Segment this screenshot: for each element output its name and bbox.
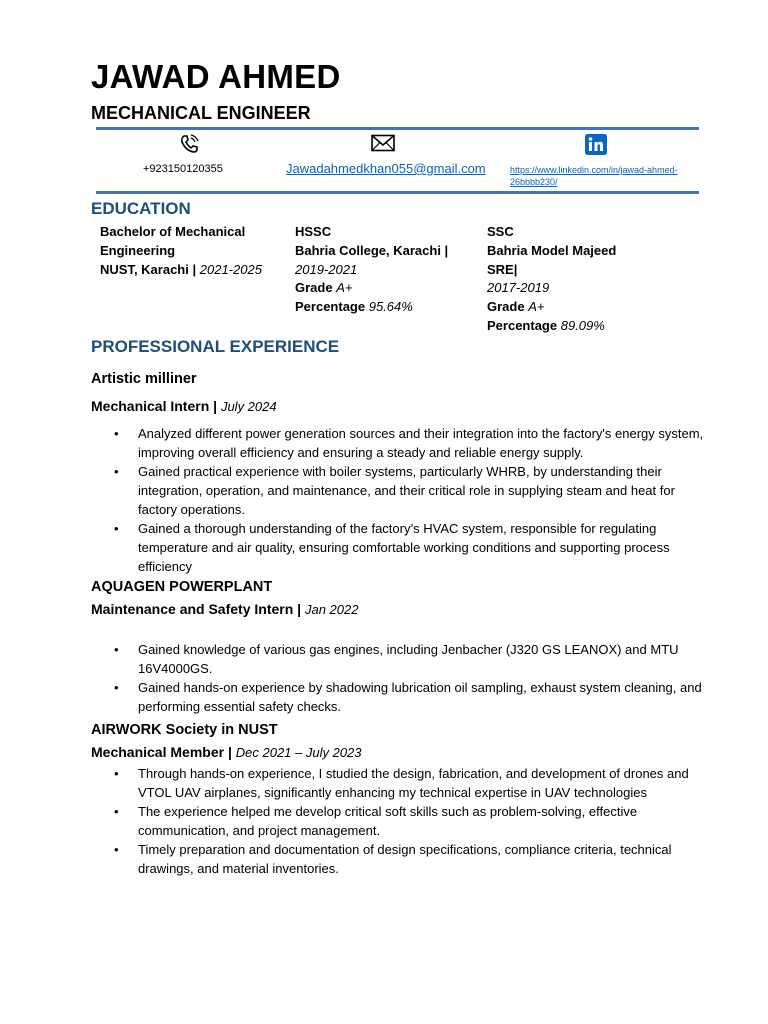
bullet-text: Gained a thorough understanding of the factory’s HVAC system, responsible for regulating temperature and air quality, ensuring comfortable working conditions and supporting process efficiency — [138, 521, 670, 574]
job-2-date: Jan 2022 — [304, 602, 359, 617]
hssc-grade-row — [295, 279, 480, 298]
candidate-name: JAWAD AHMED — [91, 58, 341, 95]
list-item: • Gained practical experience with boiler systems, particularly WHRB, by understanding their integration, operation, and maintenance, and their critical role in supplying steam and heat for factory operations. — [114, 464, 675, 517]
bullet-text: Analyzed different power generation sources and their integration into the factory's energy system, improving overall efficiency and ensuring a steady and reliable energy supply. — [138, 426, 704, 460]
contact-divider — [96, 191, 699, 194]
ssc-grade-label: Grade — [487, 299, 525, 315]
job-3-bullets — [114, 764, 714, 878]
list-item: • Analyzed different power generation sources and their integration into the factory's energy system, improving overall efficiency and ensuring a steady and reliable energy supply. — [114, 426, 704, 460]
degree-name-line-1: Bachelor of Mechanical — [100, 224, 246, 239]
list-item: • Timely preparation and documentation of design specifications, compliance criteria, technical drawings, and material inventories. — [114, 842, 672, 876]
ssc-years: 2017-2019 — [487, 280, 550, 296]
education-heading: EDUCATION — [91, 199, 191, 218]
envelope-icon — [371, 134, 395, 152]
list-item: • Gained hands-on experience by shadowing lubrication oil sampling, exhaust system cleaning, and performing essential safety checks. — [114, 680, 702, 714]
ssc-percentage-label: Percentage — [487, 317, 558, 333]
hssc-percentage: 95.64% — [368, 299, 413, 315]
ssc-percentage: 89.09% — [560, 317, 605, 333]
degree-name-line-2: Engineering — [100, 242, 176, 258]
job-1-organization: Artistic milliner — [91, 371, 197, 387]
degree-years: 2021-2025 — [199, 261, 262, 277]
email-link[interactable]: Jawadahmedkhan055@gmail.com — [286, 161, 486, 176]
top-divider — [96, 127, 699, 130]
job-1-role: Mechanical Intern | — [91, 398, 218, 414]
bullet-text: Through hands-on experience, I studied the design, fabrication, and development of drones and VTOL UAV airplanes, significantly enhancing my technical expertise in UAV technologies — [138, 766, 689, 800]
job-1-bullets — [114, 424, 714, 576]
linkedin-url-line-1[interactable]: https://www.linkedin.com/in/jawad-ahmed- — [510, 165, 678, 175]
ssc-grade: A+ — [528, 299, 545, 315]
ssc-institute-line-2: SRE| — [487, 261, 518, 277]
job-2-role: Maintenance and Safety Intern | — [91, 601, 302, 617]
experience-heading: PROFESSIONAL EXPERIENCE — [91, 337, 340, 356]
hssc-level: HSSC — [295, 224, 332, 239]
job-1-date: July 2024 — [220, 399, 277, 414]
ssc-institute-line-1: Bahria Model Majeed — [487, 242, 617, 258]
bullet-text: The experience helped me develop critical soft skills such as problem-solving, effective communication, and project management. — [138, 804, 638, 838]
education-hssc — [295, 223, 480, 317]
linkedin-url-line-2[interactable]: 26bbbb230/ — [510, 177, 558, 187]
job-3-role-row — [91, 744, 362, 760]
linkedin-icon[interactable] — [585, 134, 607, 155]
hssc-institute: Bahria College, Karachi | — [295, 242, 449, 258]
ssc-percentage-row — [487, 317, 687, 336]
job-title: MECHANICAL ENGINEER — [91, 103, 311, 123]
education-degree — [100, 223, 285, 279]
hssc-grade-label: Grade — [295, 280, 333, 296]
job-2-bullets — [114, 640, 714, 716]
bullet-text: Gained practical experience with boiler systems, particularly WHRB, by understanding their integration, operation, and maintenance, and their critical role in supplying steam and heat for factory operations. — [138, 464, 675, 517]
bullet-text: Gained knowledge of various gas engines, including Jenbacher (J320 GS LEANOX) and MTU 16V4000GS. — [138, 642, 679, 676]
job-2-organization: AQUAGEN POWERPLANT — [91, 579, 273, 595]
ssc-level: SSC — [487, 224, 514, 239]
list-item: • Gained knowledge of various gas engines, including Jenbacher (J320 GS LEANOX) and MTU 16V4000GS. — [114, 642, 679, 676]
phone-icon — [178, 133, 200, 155]
bullet-text: Timely preparation and documentation of design specifications, compliance criteria, technical drawings, and material inventories. — [138, 842, 672, 876]
education-ssc — [487, 223, 687, 336]
hssc-percentage-label: Percentage — [295, 299, 366, 315]
ssc-grade-row — [487, 298, 687, 317]
list-item: • Gained a thorough understanding of the factory’s HVAC system, responsible for regulating temperature and air quality, ensuring comfortable working conditions and supporting process efficiency — [114, 521, 670, 574]
bullet-text: Gained hands-on experience by shadowing lubrication oil sampling, exhaust system cleaning, and performing essential safety checks. — [138, 680, 702, 714]
job-3-date: Dec 2021 – July 2023 — [235, 745, 362, 760]
degree-institute: NUST, Karachi | — [100, 261, 197, 277]
job-2-role-row — [91, 601, 358, 617]
phone-number: +923150120355 — [143, 163, 223, 175]
hssc-years: 2019-2021 — [295, 261, 358, 277]
job-1-role-row — [91, 398, 277, 414]
list-item: • The experience helped me develop critical soft skills such as problem-solving, effective communication, and project management. — [114, 804, 638, 838]
hssc-percentage-row — [295, 298, 480, 317]
linkedin-link[interactable] — [510, 164, 678, 188]
list-item: • Through hands-on experience, I studied the design, fabrication, and development of drones and VTOL UAV airplanes, significantly enhancing my technical expertise in UAV technologies — [114, 766, 689, 800]
job-3-role: Mechanical Member | — [91, 744, 232, 760]
degree-institute-row — [100, 261, 285, 280]
job-3-organization: AIRWORK Society in NUST — [91, 722, 278, 738]
hssc-grade: A+ — [336, 280, 353, 296]
